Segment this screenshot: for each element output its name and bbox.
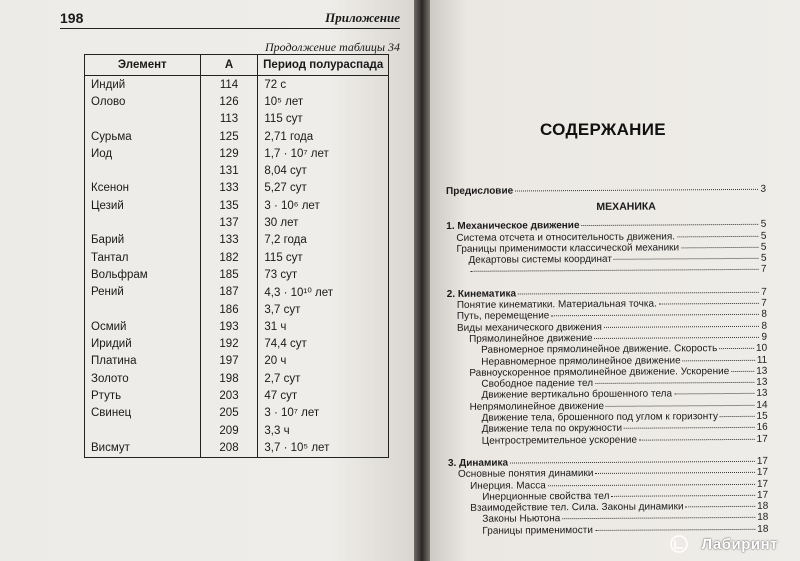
element-cell — [85, 422, 201, 439]
toc-entry-page: 17 — [756, 466, 769, 479]
toc-entry-page: 13 — [756, 388, 768, 400]
toc-entry-page: 10 — [755, 343, 768, 355]
table-row — [85, 266, 389, 283]
half-life-cell: 3,7 · 10⁵ лет — [258, 439, 389, 457]
half-life-cell: 3 · 10⁶ лет — [258, 197, 389, 214]
book-gutter — [414, 0, 430, 561]
toc-entry-page: 13 — [756, 365, 768, 377]
toc-entry — [448, 523, 768, 537]
leader-dots — [595, 337, 760, 339]
column-header-half-life: Период полураспада — [258, 55, 389, 76]
element-cell — [85, 111, 201, 128]
watermark: Лабиринт — [701, 536, 778, 553]
table-row — [85, 214, 389, 231]
leader-dots — [510, 461, 755, 464]
leader-dots — [720, 416, 755, 417]
half-life-cell: 4,3 · 10¹⁰ лет — [258, 284, 389, 301]
element-cell — [85, 214, 201, 231]
table-row — [85, 301, 389, 318]
element-cell: Олово — [85, 93, 201, 110]
half-life-table — [84, 54, 389, 458]
section-name: Приложение — [325, 10, 400, 25]
half-life-cell: 7,2 года — [258, 232, 389, 249]
mass-number-cell: 133 — [200, 180, 258, 197]
toc-entry-page: 16 — [756, 422, 768, 434]
leader-dots — [614, 258, 759, 260]
leader-dots — [659, 303, 760, 305]
leader-dots — [604, 325, 760, 327]
toc-entry-title: Равноускоренное прямолинейное движение. Ускорение — [469, 365, 730, 379]
mass-number-cell: 193 — [200, 318, 258, 335]
mass-number-cell: 114 — [200, 76, 258, 94]
column-header-mass-number: A — [200, 55, 258, 76]
toc-entry-title: Основные понятия динамики — [457, 468, 594, 481]
half-life-cell: 31 ч — [258, 318, 389, 335]
toc-entry-title: Прямолинейное движение — [469, 332, 593, 345]
toc-entry-page: 15 — [756, 410, 768, 422]
half-life-cell: 20 ч — [258, 353, 389, 370]
half-life-cell: 5,27 сут — [258, 180, 389, 197]
leader-dots — [677, 235, 759, 237]
toc-entry-title: Понятие кинематики. Материальная точка. — [456, 298, 657, 312]
half-life-cell: 47 сут — [258, 387, 389, 404]
toc-entry-title: Непрямолинейное движение — [469, 400, 605, 413]
element-cell — [85, 162, 201, 179]
table-row — [85, 387, 389, 404]
leader-dots — [595, 529, 755, 531]
mass-number-cell: 192 — [200, 335, 258, 352]
toc-entry-page: 8 — [761, 320, 768, 332]
leader-dots — [731, 371, 754, 372]
leader-dots — [624, 427, 754, 429]
element-cell: Индий — [85, 76, 201, 94]
table-of-contents — [446, 184, 768, 537]
toc-list — [446, 219, 768, 537]
toc-entry-page: 7 — [761, 286, 767, 298]
toc-entry-title: Границы применимости — [482, 524, 593, 537]
toc-entry-page: 7 — [760, 264, 767, 276]
leader-dots — [611, 495, 755, 497]
leader-dots — [515, 189, 758, 192]
table-header-row — [85, 55, 389, 76]
toc-entry-page: 17 — [756, 455, 768, 467]
table-row — [85, 111, 389, 128]
half-life-cell: 3,7 сут — [258, 301, 389, 318]
element-cell: Свинец — [85, 405, 201, 422]
element-cell: Вольфрам — [85, 266, 201, 283]
part-title: МЕХАНИКА — [596, 200, 656, 214]
table-caption: Продолжение таблицы 34 — [264, 40, 400, 54]
right-page — [430, 0, 800, 561]
element-cell: Золото — [85, 370, 201, 387]
table-row — [85, 180, 389, 197]
mass-number-cell: 182 — [200, 249, 258, 266]
half-life-cell: 10⁵ лет — [258, 93, 389, 110]
half-life-cell: 3,3 ч — [258, 422, 389, 439]
table-row — [85, 405, 389, 422]
toc-entry-title: Движение вертикально брошенного тела — [481, 388, 673, 402]
mass-number-cell: 208 — [200, 439, 258, 457]
toc-entry-title: Взаимодействие тел. Сила. Законы динамики — [470, 501, 684, 514]
half-life-cell: 2,7 сут — [258, 370, 389, 387]
half-life-cell: 73 сут — [258, 266, 389, 283]
toc-entry-page: 17 — [756, 478, 769, 490]
half-life-cell: 3 · 10⁷ лет — [258, 405, 389, 422]
table-row — [85, 284, 389, 301]
mass-number-cell: 197 — [200, 353, 258, 370]
toc-entry-title: 1. Механическое движение — [446, 220, 580, 233]
toc-entry-page: 9 — [761, 331, 768, 343]
toc-entry-title: Движение тела по окружности — [481, 423, 623, 436]
leader-dots — [683, 359, 755, 361]
leader-dots — [681, 247, 759, 249]
toc-entry-page: 17 — [757, 489, 769, 501]
element-cell: Цезий — [85, 197, 201, 214]
element-cell: Иридий — [85, 335, 201, 352]
table-row — [85, 197, 389, 214]
leader-dots — [551, 314, 759, 316]
half-life-cell: 72 с — [258, 76, 389, 94]
toc-entry-page: 14 — [756, 399, 768, 411]
mass-number-cell: 205 — [200, 405, 258, 422]
mass-number-cell: 113 — [200, 111, 258, 128]
toc-entry-title: Неравномерное прямолинейное движение — [481, 354, 681, 368]
half-life-cell: 30 лет — [258, 214, 389, 231]
element-cell: Тантал — [85, 249, 201, 266]
mass-number-cell: 137 — [200, 214, 258, 231]
toc-entry-preface — [446, 184, 766, 198]
toc-entry-title: Законы Ньютона — [482, 513, 561, 526]
element-cell: Сурьма — [85, 128, 201, 145]
toc-entry-page: 18 — [757, 512, 769, 524]
table-row — [85, 249, 389, 266]
table-row — [85, 370, 389, 387]
toc-entry-title: Центростремительное ускорение — [481, 434, 638, 447]
element-cell: Висмут — [85, 439, 201, 457]
leader-dots — [471, 269, 759, 272]
half-life-cell: 115 сут — [258, 111, 389, 128]
toc-entry-title: Инерция. Масса — [470, 479, 546, 492]
table-row — [85, 335, 389, 352]
leader-dots — [518, 292, 759, 295]
mass-number-cell: 185 — [200, 266, 258, 283]
table-row — [85, 145, 389, 162]
toc-title: СОДЕРЖАНИЕ — [540, 120, 666, 139]
leader-dots — [686, 506, 756, 507]
toc-entry-title: Свободное падение тел — [481, 378, 594, 390]
element-cell: Барий — [85, 232, 201, 249]
half-life-cell: 2,71 года — [258, 128, 389, 145]
page-number: 198 — [60, 10, 84, 26]
mass-number-cell: 133 — [200, 232, 258, 249]
element-cell: Рений — [85, 284, 201, 301]
toc-entry-title: Равномерное прямолинейное движение. Скорость — [481, 343, 718, 357]
mass-number-cell: 129 — [200, 145, 258, 162]
element-cell — [85, 301, 201, 318]
half-life-cell: 1,7 · 10⁷ лет — [258, 145, 389, 162]
toc-entry — [447, 366, 767, 380]
table-row — [85, 318, 389, 335]
toc-entry-page: 18 — [757, 500, 769, 512]
mass-number-cell: 203 — [200, 387, 258, 404]
labirint-logo-icon — [670, 535, 688, 553]
leader-dots — [581, 224, 758, 226]
half-life-cell: 8,04 сут — [258, 162, 389, 179]
leader-dots — [606, 405, 754, 407]
toc-entry-title: Границы применимости классической механики — [456, 242, 680, 255]
toc-entry-page: 5 — [760, 219, 767, 231]
mass-number-cell: 126 — [200, 93, 258, 110]
toc-entry-page: 3 — [760, 183, 767, 195]
toc-entry-title: Виды механического движения — [456, 321, 602, 334]
leader-dots — [639, 438, 755, 440]
toc-entry-title: Декартовы системы координат — [468, 254, 612, 267]
toc-entry-title: Система отсчета и относительность движения. — [456, 230, 676, 244]
leader-dots — [674, 393, 754, 395]
toc-entry-page: 13 — [756, 376, 768, 388]
mass-number-cell: 186 — [200, 301, 258, 318]
table-body — [85, 76, 389, 458]
toc-entry-page: 11 — [756, 354, 768, 366]
mass-number-cell: 131 — [200, 162, 258, 179]
toc-entry-title: Предисловие — [446, 185, 514, 197]
toc-entry-page: 8 — [761, 309, 767, 321]
leader-dots — [548, 483, 755, 485]
element-cell: Ртуть — [85, 387, 201, 404]
leader-dots — [562, 517, 755, 519]
toc-entry-title: Движение тела, брошенного под углом к горизонту — [481, 411, 718, 424]
table-row — [85, 162, 389, 179]
toc-entry-title: 3. Динамика — [447, 457, 509, 469]
column-header-element: Элемент — [85, 55, 201, 76]
element-cell: Ксенон — [85, 180, 201, 197]
toc-entry-title: Путь, перемещение — [456, 310, 550, 323]
mass-number-cell: 209 — [200, 422, 258, 439]
table-row — [85, 353, 389, 370]
toc-entry-title: Инерционные свойства тел — [482, 490, 610, 503]
leader-dots — [595, 472, 754, 474]
toc-entry-title: 2. Кинематика — [446, 288, 517, 300]
toc-entry-page: 5 — [760, 241, 767, 253]
mass-number-cell: 198 — [200, 370, 258, 387]
table-row — [85, 439, 389, 457]
toc-entry-page: 7 — [761, 297, 767, 309]
half-life-cell: 74,4 сут — [258, 335, 389, 352]
toc-entry-page: 18 — [757, 523, 769, 535]
element-cell: Иод — [85, 145, 201, 162]
element-cell: Платина — [85, 353, 201, 370]
running-header — [60, 10, 400, 29]
mass-number-cell: 125 — [200, 128, 258, 145]
table-row — [85, 422, 389, 439]
table-row — [85, 232, 389, 249]
table-row — [85, 93, 389, 110]
toc-entry-page: 17 — [756, 433, 768, 445]
table-row — [85, 76, 389, 94]
mass-number-cell: 187 — [200, 284, 258, 301]
toc-entry-page: 5 — [760, 252, 767, 264]
element-cell: Осмий — [85, 318, 201, 335]
table-row — [85, 128, 389, 145]
toc-entry-page: 5 — [760, 230, 767, 242]
leader-dots — [719, 348, 754, 349]
mass-number-cell: 135 — [200, 197, 258, 214]
leader-dots — [595, 382, 754, 384]
half-life-cell: 115 сут — [258, 249, 389, 266]
